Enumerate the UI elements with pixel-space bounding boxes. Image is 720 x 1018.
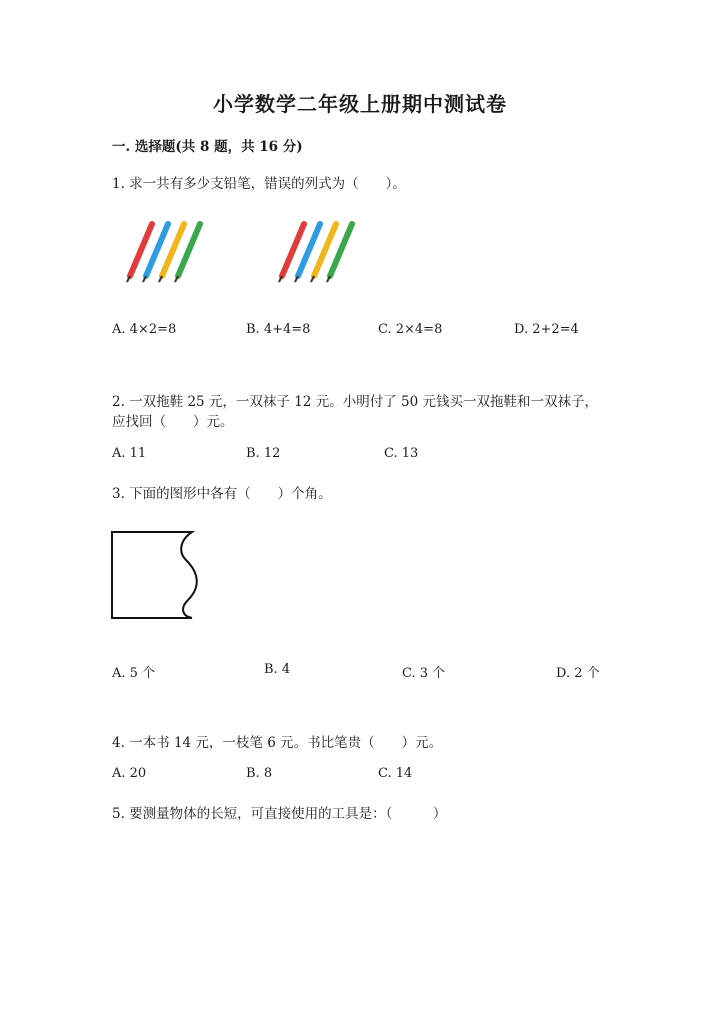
question-1-option-c[interactable]: C. 2×4=8 — [378, 322, 443, 337]
question-4-option-c[interactable]: C. 14 — [378, 766, 413, 781]
question-1-option-a[interactable]: A. 4×2=8 — [112, 322, 177, 337]
question-1-stem: 1. 求一共有多少支铅笔，错误的列式为（ ）。 — [112, 176, 406, 192]
question-2-option-a[interactable]: A. 11 — [112, 446, 147, 461]
pencil-group-1 — [118, 214, 218, 284]
question-2-stem-line-2: 应找回（ ）元。 — [112, 414, 234, 430]
question-3-option-b[interactable]: B. 4 — [264, 662, 291, 677]
question-2-stem-line-1: 2. 一双拖鞋 25 元，一双袜子 12 元。小明付了 50 元钱买一双拖鞋和一双袜子， — [112, 394, 598, 410]
question-4-option-b[interactable]: B. 8 — [246, 766, 273, 781]
question-3-stem: 3. 下面的图形中各有（ ）个角。 — [112, 486, 332, 502]
pencil-group-2 — [270, 214, 370, 284]
question-1-option-b[interactable]: B. 4+4=8 — [246, 322, 311, 337]
question-4-option-a[interactable]: A. 20 — [112, 766, 147, 781]
question-2-option-c[interactable]: C. 13 — [384, 446, 419, 461]
question-3-option-a[interactable]: A. 5 个 — [112, 666, 156, 681]
page-title: 小学数学二年级上册期中测试卷 — [213, 92, 507, 116]
question-5-stem: 5. 要测量物体的长短，可直接使用的工具是：（ ） — [112, 806, 447, 822]
question-4-stem: 4. 一本书 14 元，一枝笔 6 元。书比笔贵（ ）元。 — [112, 735, 443, 751]
question-1-option-d[interactable]: D. 2+2=4 — [514, 322, 579, 337]
question-2-option-b[interactable]: B. 12 — [246, 446, 281, 461]
section-heading: 一. 选择题(共 8 题，共 16 分) — [112, 139, 303, 155]
wavy-square-figure — [110, 530, 202, 622]
question-3-option-d[interactable]: D. 2 个 — [556, 666, 600, 681]
question-3-option-c[interactable]: C. 3 个 — [402, 666, 446, 681]
